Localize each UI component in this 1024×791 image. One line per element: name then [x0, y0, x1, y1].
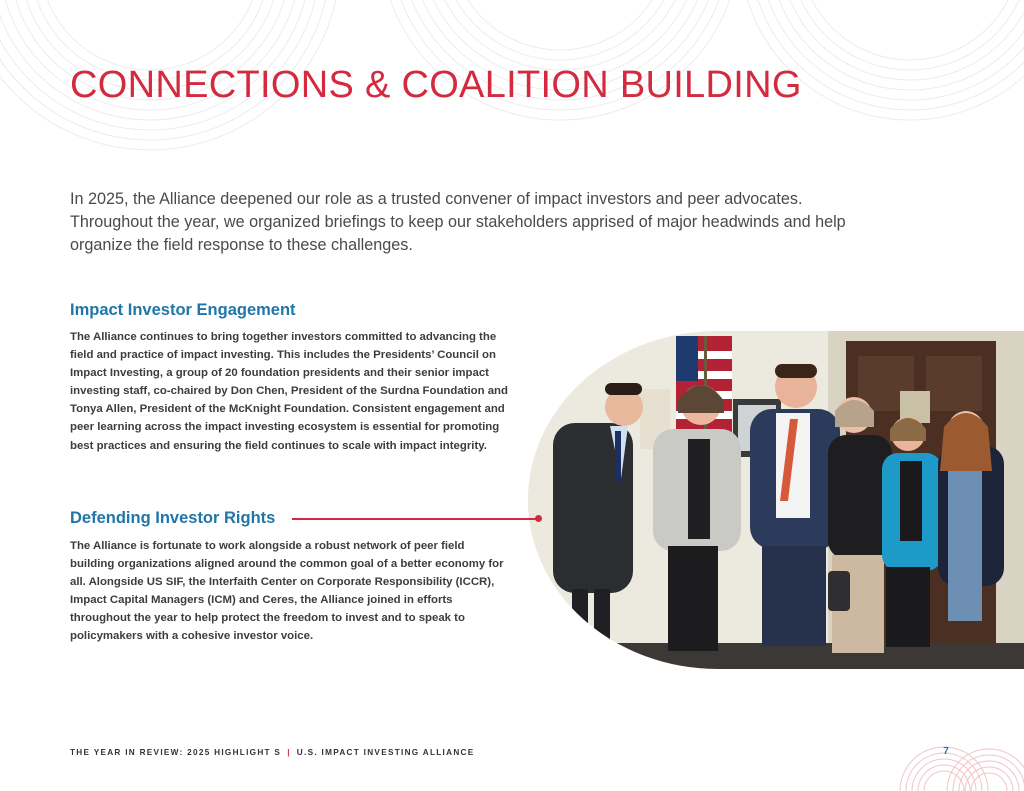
accent-connector-dot: [535, 515, 542, 522]
section-heading-defending-investor-rights: Defending Investor Rights: [70, 509, 276, 527]
page-number: 7: [943, 746, 949, 757]
section-heading-impact-investor-engagement: Impact Investor Engagement: [70, 301, 296, 319]
footer: [70, 748, 475, 757]
section-body-defending-investor-rights: The Alliance is fortunate to work alongside a robust network of peer field building organizations aligned around the common goal of a better economy for all. Alongside US SIF, the Interfaith Center on Corporate Responsibility (ICCR), Impact Capital Managers (ICM) and Ceres, the Alliance joined in efforts throughout the year to help protect the freedom to invest and to speak to policymakers with a cohesive investor voice.: [70, 540, 504, 643]
decorative-arcs-corner: [894, 711, 1024, 791]
accent-connector-line: [292, 518, 538, 520]
group-photo: [528, 331, 1024, 669]
intro-paragraph: In 2025, the Alliance deepened our role as a trusted convener of impact investors and peer advocates. Throughout the year, we organized briefings to keep our stakeholders apprised of major headwinds and help organize the field response to these challenges.: [70, 190, 846, 254]
footer-organization: U.S. IMPACT INVESTING ALLIANCE: [296, 748, 475, 757]
section-body-impact-investor-engagement: The Alliance continues to bring together investors committed to advancing the field and practice of impact investing. This includes the Presidents’ Council on Impact Investing, a group of 20 foundation presidents and their senior impact investing staff, co-chaired by Don Chen, President of the Surdna Foundation and Tonya Allen, President of the McKnight Foundation. Consistent engagement and peer learning across the impact investing ecosystem is essential for promoting best practices and ensuring the field continues to scale with impact integrity.: [70, 331, 508, 452]
footer-separator: |: [287, 748, 291, 757]
page-title: CONNECTIONS & COALITION BUILDING: [70, 64, 802, 106]
footer-report-title: THE YEAR IN REVIEW: 2025 HIGHLIGHT S: [70, 748, 282, 757]
